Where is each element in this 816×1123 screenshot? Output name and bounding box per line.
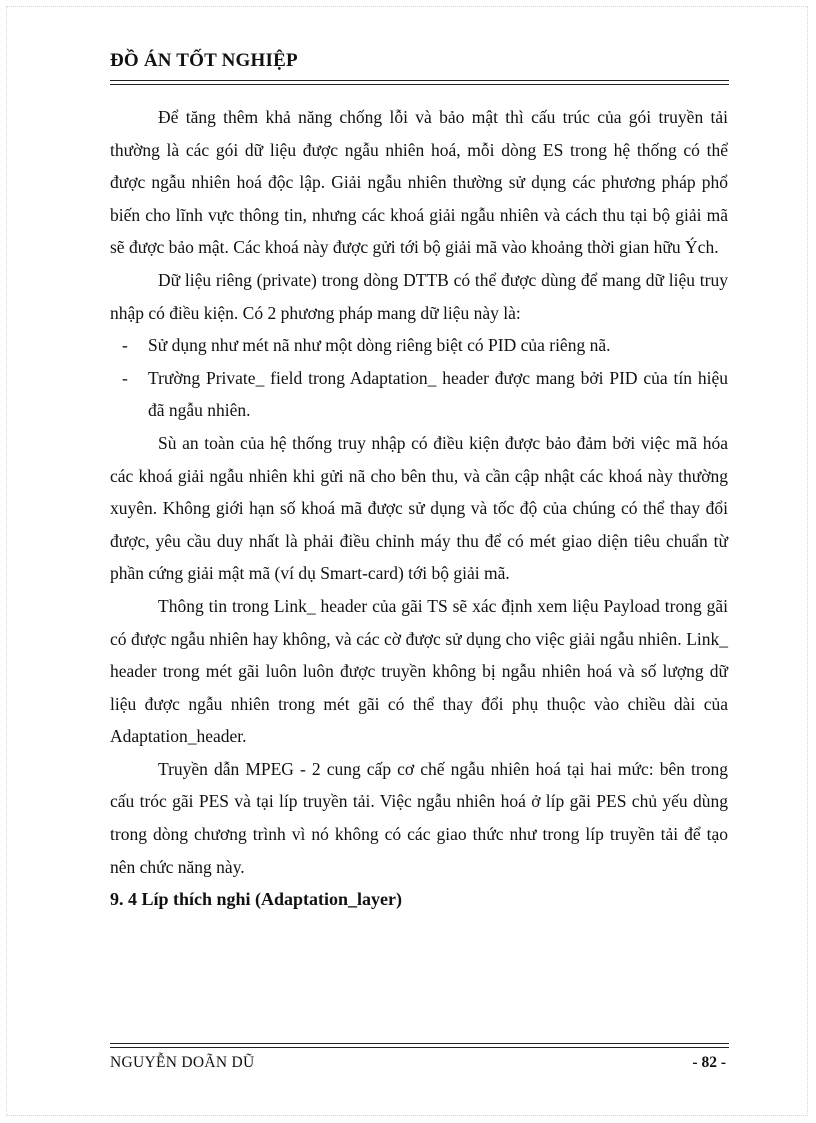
- footer-author: NGUYỄN DOÃN DŨ: [110, 1054, 255, 1071]
- paragraph-link-header: Thông tin trong Link_ header của gãi TS sẽ xác định xem liệu Payload trong gãi có được ngẫu nhiên hay không, và các cờ được sử dụng cho việc giải ngẫu nhiên. Link_ header trong mét gãi luôn luôn được truyền không bị ngẫu nhiên hoá và số lượng dữ liệu được ngẫu nhiên trong mét gãi có thể thay đổi phụ thuộc vào chiều dài của Adaptation_header.: [110, 595, 728, 747]
- paragraph-private-data: Dữ liệu riêng (private) trong dòng DTTB có thể được dùng để mang dữ liệu truy nhập có điều kiện. Có 2 phương pháp mang dữ liệu này là:: [110, 269, 728, 323]
- bullet-list: [110, 329, 728, 427]
- list-item-text: Sử dụng như mét nã như một dòng riêng biệt có PID của riêng nã.: [148, 335, 611, 356]
- paragraph-encryption-intro: Để tăng thêm khả năng chống lỗi và bảo mật thì cấu trúc của gói truyền tải thường là các gói dữ liệu được ngẫu nhiên hoá, mỗi dòng ES trong hệ thống có thể được ngẫu nhiên hoá độc lập. Giải ngẫu nhiên thường sử dụng các phương pháp phổ biến cho lĩnh vực thông tin, nhưng các khoá giải ngẫu nhiên và cách thu tại bộ giải mã sẽ được bảo mật. Các khoá này được gửi tới bộ giải mã vào khoảng thời gian hữu Ých.: [110, 107, 728, 258]
- page-header-title: ĐỒ ÁN TỐT NGHIỆP: [110, 50, 298, 71]
- document-body: [110, 101, 728, 916]
- footer-divider: [110, 1043, 729, 1048]
- paragraph-security: Sù an toàn của hệ thống truy nhập có điều kiện được bảo đảm bởi việc mã hóa các khoá giải ngẫu nhiên khi gửi nã cho bên thu, và cần cập nhật các khoá này thường xuyên. Không giới hạn số khoá mã được sử dụng và tốc độ của chúng có thể thay đổi được, yêu cầu duy nhất là phải điều chỉnh máy thu để có mét giao diện tiêu chuẩn từ phần cứng giải mật mã (ví dụ Smart-card) tới bộ giải mã.: [110, 432, 728, 584]
- bullet-dash: -: [122, 335, 128, 356]
- header-divider: [110, 80, 729, 85]
- list-item: [110, 362, 728, 427]
- list-item: [110, 329, 728, 362]
- paragraph-mpeg2: Truyền dẫn MPEG - 2 cung cấp cơ chế ngẫu nhiên hoá tại hai mức: bên trong cấu tróc gãi PES và tại líp truyền tải. Việc ngẫu nhiên hoá ở líp gãi PES chủ yếu dùng trong dòng chương trình vì nó không có các giao thức như trong líp truyền tải để tạo nên chức năng này.: [110, 758, 728, 877]
- section-heading: 9. 4 Líp thích nghi (Adaptation_layer): [110, 889, 403, 910]
- page-number: - 82 -: [692, 1054, 726, 1071]
- list-item-text: Trường Private_ field trong Adaptation_ header được mang bởi PID của tín hiệu đã ngẫu nhiên.: [148, 367, 728, 421]
- bullet-dash: -: [122, 367, 128, 388]
